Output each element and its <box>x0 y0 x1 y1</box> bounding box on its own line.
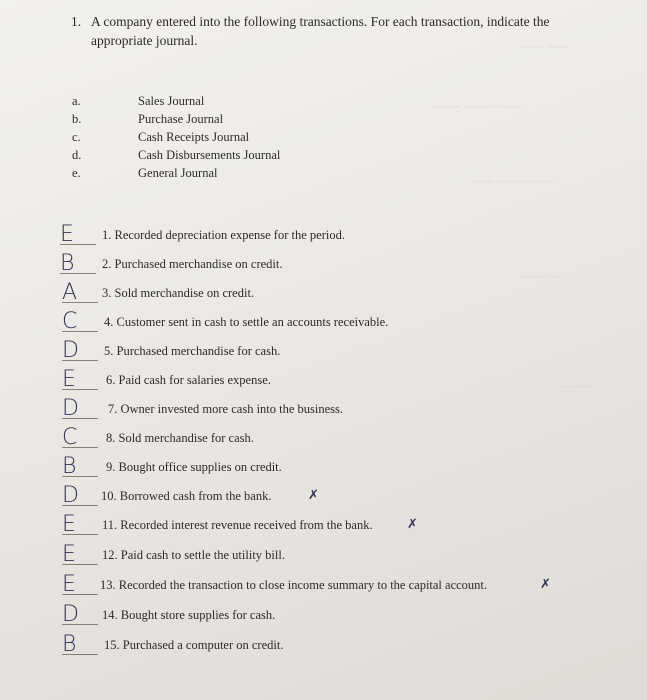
journal-option-letter: d. <box>72 148 82 162</box>
handwritten-answer: D <box>62 602 78 627</box>
journal-option-letter: e. <box>72 166 81 180</box>
transaction-text: 2. Purchased merchandise on credit. <box>102 257 283 271</box>
question-number: 1. <box>71 14 82 29</box>
journal-option-letter: c. <box>72 130 81 144</box>
transaction-text: 13. Recorded the transaction to close income summary to the capital account. <box>100 578 488 592</box>
handwritten-answer: B <box>62 632 76 657</box>
handwritten-answer: E <box>62 367 75 392</box>
transaction-text: 8. Sold merchandise for cash. <box>106 431 254 445</box>
handwritten-answer: C <box>62 309 77 334</box>
show-through-mark: ~~~ ~~~ <box>520 40 569 55</box>
handwritten-answer: B <box>60 251 74 276</box>
show-through-mark: ~~~~ <box>560 380 591 395</box>
handwritten-answer: D <box>62 338 78 363</box>
transaction-text: 4. Customer sent in cash to settle an accounts receivable. <box>104 315 389 329</box>
transaction-text: 5. Purchased merchandise for cash. <box>104 344 281 358</box>
handwritten-answer: D <box>62 483 78 508</box>
handwritten-answer: E <box>62 572 75 597</box>
cross-mark: ✗ <box>407 517 418 532</box>
show-through-mark: ~~~ ~~ <box>520 270 562 285</box>
transaction-text: 1. Recorded depreciation expense for the period. <box>102 228 345 242</box>
handwritten-answer: E <box>62 542 75 567</box>
journal-option-name: Cash Disbursements Journal <box>138 148 281 162</box>
transaction-text: 6. Paid cash for salaries expense. <box>106 373 271 387</box>
question-header <box>71 12 591 50</box>
handwritten-answer: B <box>62 454 76 479</box>
question-text-line-1: A company entered into the following transactions. For each transaction, indicate the <box>91 14 550 29</box>
journal-option-name: Sales Journal <box>138 94 205 108</box>
journal-option-name: General Journal <box>138 166 218 180</box>
question-line-1 <box>71 12 591 31</box>
transaction-text: 15. Purchased a computer on credit. <box>104 638 284 652</box>
cross-mark: ✗ <box>540 577 551 592</box>
transaction-text: 7. Owner invested more cash into the business. <box>108 402 344 416</box>
transaction-text: 3. Sold merchandise on credit. <box>102 286 255 300</box>
show-through-mark: ~~~ ~~~ ~~~~ <box>470 175 553 190</box>
handwritten-answer: E <box>60 222 73 247</box>
transaction-text: 12. Paid cash to settle the utility bill. <box>102 548 285 562</box>
question-text-line-2: appropriate journal. <box>91 33 198 48</box>
show-through-mark: ~~~~ ~~~~ ~~~ <box>430 100 521 115</box>
transaction-text: 14. Bought store supplies for cash. <box>102 608 276 622</box>
transaction-text: 9. Bought office supplies on credit. <box>106 460 282 474</box>
journal-option-name: Purchase Journal <box>138 112 224 126</box>
handwritten-answer: E <box>62 512 75 537</box>
journal-option-letter: a. <box>72 94 81 108</box>
transaction-text: 11. Recorded interest revenue received from the bank. <box>102 518 373 532</box>
journal-option-name: Cash Receipts Journal <box>138 130 250 144</box>
handwritten-answer: C <box>62 425 77 450</box>
handwritten-answer: D <box>62 396 78 421</box>
cross-mark: ✗ <box>308 488 319 503</box>
transaction-text: 10. Borrowed cash from the bank. <box>101 489 272 503</box>
journal-option-letter: b. <box>72 112 82 126</box>
handwritten-answer: A <box>62 280 77 305</box>
